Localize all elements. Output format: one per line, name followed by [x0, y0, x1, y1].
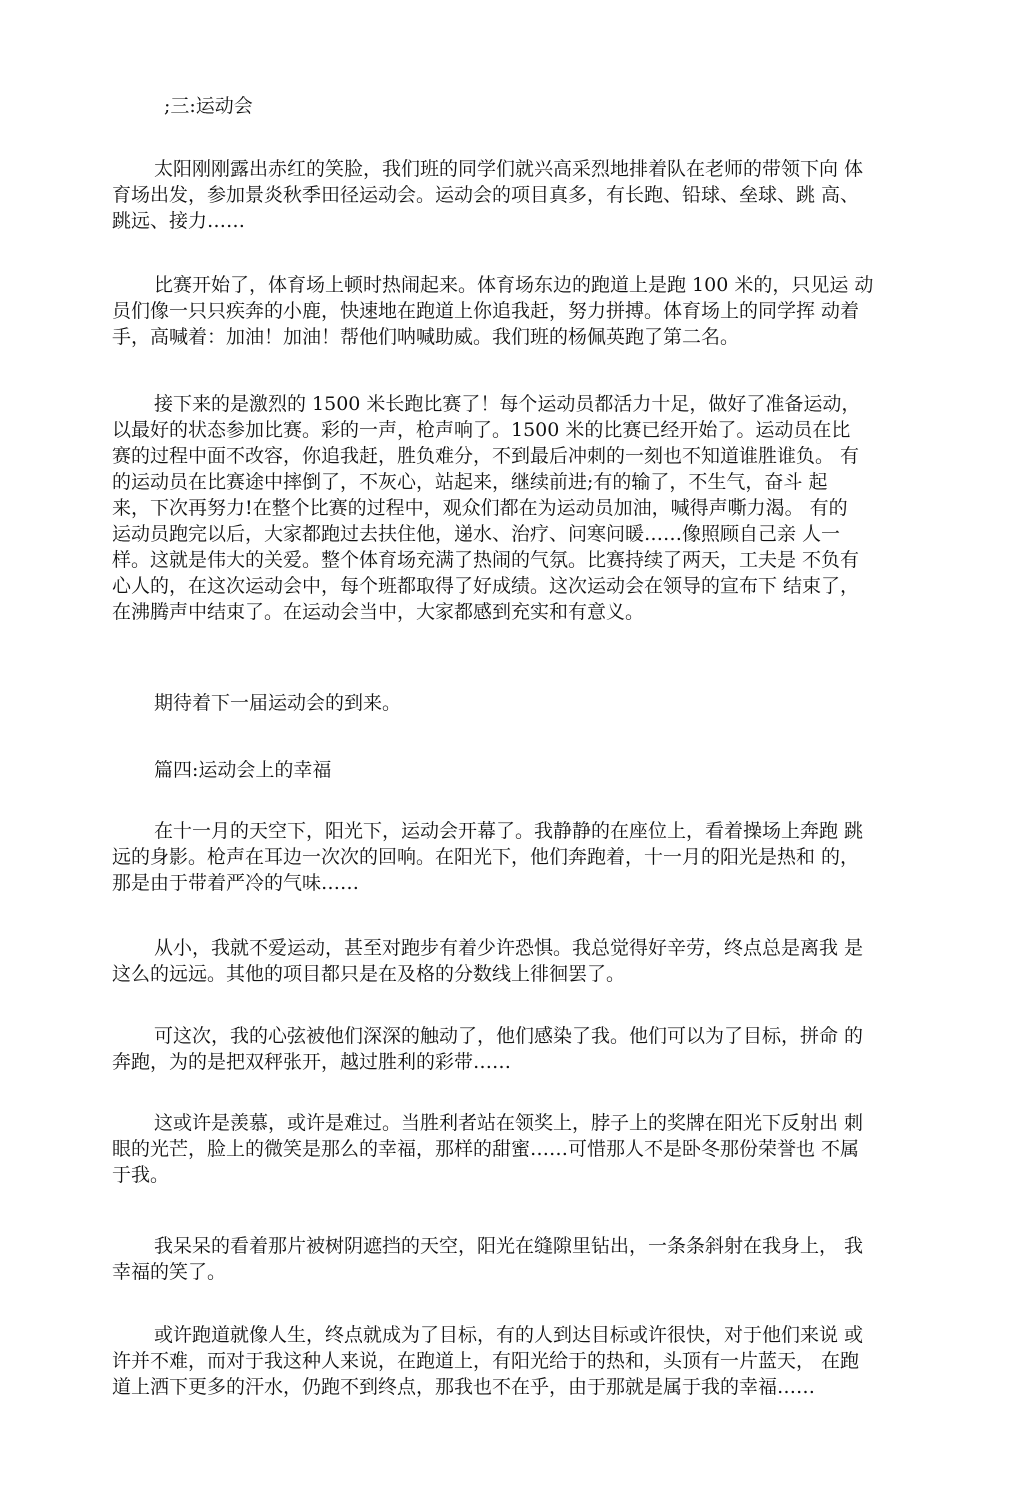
- text-line: 跳远、接力……: [112, 210, 246, 232]
- paragraph-9: [112, 1233, 912, 1285]
- heading-text: 篇四:运动会上的幸福: [154, 759, 332, 781]
- paragraph-5: [112, 818, 912, 896]
- text-line: 于我。: [112, 1164, 170, 1186]
- heading-text: ;三:运动会: [164, 95, 253, 117]
- text-line: 在沸腾声中结束了。在运动会当中，大家都感到充实和有意义。: [112, 601, 645, 623]
- text-line: 样。这就是伟大的关爱。整个体育场充满了热闹的气氛。比赛持续了两天，工夫是 不负有: [112, 549, 860, 571]
- text-line: 奔跑，为的是把双秤张开，越过胜利的彩带……: [112, 1051, 512, 1073]
- text-line: 育场出发，参加景炎秋季田径运动会。运动会的项目真多，有长跑、铅球、垒球、跳 高、: [112, 184, 860, 206]
- text-line: 运动员跑完以后，大家都跑过去扶住他，递水、治疗、问寒问暖……像照顾自己亲 人一: [112, 523, 841, 545]
- text-line: 幸福的笑了。: [112, 1261, 227, 1283]
- text-line: 太阳刚刚露出赤红的笑脸，我们班的同学们就兴高采烈地排着队在老师的带领下向 体: [154, 158, 864, 180]
- text-line: 的运动员在比赛途中摔倒了，不灰心，站起来，继续前进;有的输了，不生气，奋斗 起: [112, 471, 828, 493]
- text-line: 比赛开始了，体育场上顿时热闹起来。体育场东边的跑道上是跑 100 米的，只见运 动: [154, 274, 874, 296]
- text-line: 以最好的状态参加比赛。彩的一声，枪声响了。1500 米的比赛已经开始了。运动员在比: [112, 419, 851, 441]
- paragraph-10: [112, 1322, 912, 1400]
- text-line: 这么的远远。其他的项目都只是在及格的分数线上徘徊罢了。: [112, 963, 626, 985]
- text-line: 期待着下一届运动会的到来。: [154, 692, 402, 714]
- text-line: 赛的过程中面不改容，你追我赶，胜负难分，不到最后冲刺的一刻也不知道谁胜谁负。 有: [112, 445, 860, 467]
- text-line: 眼的光芒，脸上的微笑是那么的幸福，那样的甜蜜……可惜那人不是卧冬那份荣誉也 不属: [112, 1138, 860, 1160]
- text-line: 远的身影。枪声在耳边一次次的回响。在阳光下，他们奔跑着，十一月的阳光是热和 的，: [112, 846, 860, 868]
- text-line: 从小，我就不爱运动，甚至对跑步有着少许恐惧。我总觉得好辛劳，终点总是离我 是: [154, 937, 864, 959]
- text-line: 或许跑道就像人生，终点就成为了目标，有的人到达目标或许很快，对于他们来说 或: [154, 1324, 864, 1346]
- paragraph-7: [112, 1023, 912, 1075]
- paragraph-8: [112, 1110, 912, 1188]
- text-line: 接下来的是激烈的 1500 米长跑比赛了！每个运动员都活力十足，做好了准备运动，: [154, 393, 861, 415]
- text-line: 在十一月的天空下，阳光下，运动会开幕了。我静静的在座位上，看着操场上奔跑 跳: [154, 820, 864, 842]
- text-line: 许并不难，而对于我这种人来说，在跑道上，有阳光给于的热和，头顶有一片蓝天， 在跑: [112, 1350, 860, 1372]
- paragraph-1: [112, 156, 912, 234]
- text-line: 这或许是羡慕，或许是难过。当胜利者站在领奖上，脖子上的奖牌在阳光下反射出 刺: [154, 1112, 864, 1134]
- paragraph-2: [112, 272, 912, 350]
- paragraph-6: [112, 935, 912, 987]
- text-line: 道上洒下更多的汗水，仍跑不到终点，那我也不在乎，由于那就是属于我的幸福……: [112, 1376, 816, 1398]
- paragraph-3: [112, 391, 912, 625]
- text-line: 我呆呆的看着那片被树阴遮挡的天空，阳光在缝隙里钻出，一条条斜射在我身上， 我: [154, 1235, 864, 1257]
- text-line: 来，下次再努力!在整个比赛的过程中，观众们都在为运动员加油，喊得声嘶力渴。 有的: [112, 497, 848, 519]
- section-heading-4: [112, 757, 912, 783]
- text-line: 员们像一只只疾奔的小鹿，快速地在跑道上你追我赶，努力拼搏。体育场上的同学挥 动着: [112, 300, 860, 322]
- paragraph-4: [112, 690, 912, 716]
- text-line: 心人的，在这次运动会中，每个班都取得了好成绩。这次运动会在领导的宣布下 结束了，: [112, 575, 860, 597]
- text-line: 那是由于带着严冷的气味……: [112, 872, 360, 894]
- text-line: 可这次，我的心弦被他们深深的触动了，他们感染了我。他们可以为了目标，拼命 的: [154, 1025, 864, 1047]
- text-line: 手，高喊着：加油！加油！帮他们呐喊助威。我们班的杨佩英跑了第二名。: [112, 326, 740, 348]
- section-heading-3: [112, 93, 912, 119]
